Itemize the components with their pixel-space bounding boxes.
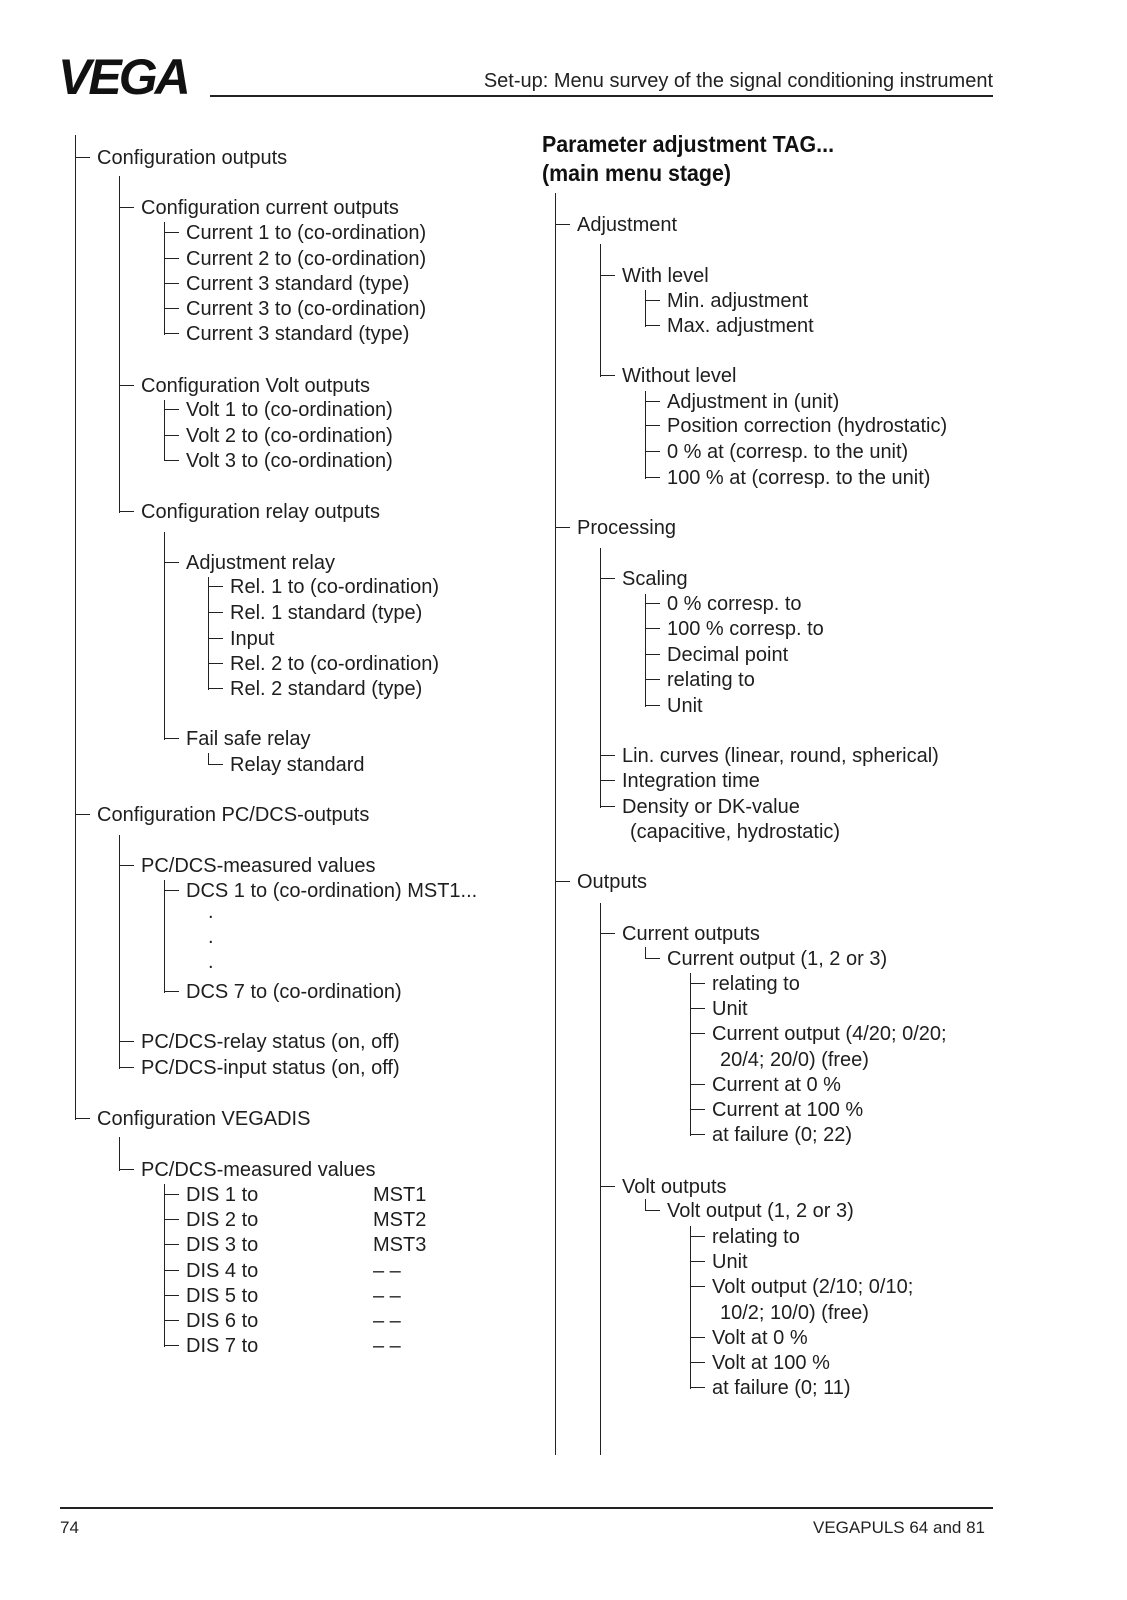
tree-node [690, 1073, 841, 1098]
tree-node-continuation [698, 1048, 869, 1073]
branch-connector [164, 308, 179, 309]
branch-connector [164, 409, 179, 410]
branch-connector [600, 806, 615, 807]
tree-node [75, 803, 369, 828]
tree-node [600, 769, 760, 794]
tree-node-label: Min. adjustment [667, 290, 809, 312]
branch-connector [645, 679, 660, 680]
tree-node [690, 972, 800, 997]
tree-node-label: Integration time [622, 770, 760, 792]
tree-node [164, 398, 393, 423]
tree-node [164, 980, 402, 1005]
branch-connector [119, 1169, 134, 1170]
tree-node-label: 10/2; 10/0) (free) [720, 1302, 869, 1324]
branch-connector [690, 1261, 705, 1262]
tree-node-label: Relay standard [230, 754, 365, 776]
branch-connector [600, 375, 615, 376]
tree-node-label: Volt 1 to (co-ordination) [186, 399, 393, 421]
branch-connector [645, 425, 660, 426]
tree-node-label: Rel. 2 standard (type) [230, 678, 423, 700]
tree-node-label: Adjustment relay [186, 552, 335, 574]
tree-node-label: Without level [622, 365, 737, 387]
tree-node-label: Current at 100 % [712, 1099, 864, 1121]
tree-node-label: Configuration VEGADIS [97, 1108, 311, 1130]
tree-node-label: PC/DCS-input status (on, off) [141, 1057, 400, 1079]
dis-assignment-value: – – [373, 1335, 401, 1357]
tree-node-label: Position correction (hydrostatic) [667, 415, 948, 437]
branch-connector [600, 578, 615, 579]
tree-node [75, 1107, 310, 1132]
branch-connector [690, 1286, 705, 1287]
branch-connector [690, 1084, 705, 1085]
tree-node [164, 727, 311, 752]
branch-connector [690, 1337, 705, 1338]
tree-node [600, 795, 800, 820]
branch-connector [75, 1118, 90, 1119]
branch-connector [690, 983, 705, 984]
tree-node-label: Configuration PC/DCS-outputs [97, 804, 370, 826]
tree-node [164, 1284, 258, 1309]
tree-node [645, 1199, 854, 1224]
tree-node [119, 196, 399, 221]
branch-connector [645, 654, 660, 655]
branch-connector [645, 603, 660, 604]
tree-node-label: Lin. curves (linear, round, spherical) [622, 745, 939, 767]
tree-node [164, 1309, 258, 1334]
tree-node-label: PC/DCS-measured values [141, 855, 376, 877]
tree-node [645, 668, 755, 693]
tree-node [690, 1326, 808, 1351]
tree-node [555, 516, 676, 541]
branch-connector [600, 933, 615, 934]
branch-connector [645, 451, 660, 452]
tree-node [164, 424, 393, 449]
tree-node-label: DIS 6 to [186, 1310, 259, 1332]
ellipsis-dot: . [208, 951, 214, 973]
tree-node-label: Current 3 standard (type) [186, 273, 410, 295]
tree-node-label: relating to [667, 669, 755, 691]
tree-node-label: Outputs [577, 871, 648, 893]
branch-connector [645, 401, 660, 402]
tree-node-label: at failure (0; 11) [712, 1377, 851, 1399]
branch-connector [119, 1067, 134, 1068]
dis-assignment-value: – – [373, 1310, 401, 1332]
tree-connector [555, 193, 556, 1455]
tree-node [645, 617, 824, 642]
tree-node-label: Current output (1, 2 or 3) [667, 948, 888, 970]
branch-connector [164, 1320, 179, 1321]
tree-node-label: Density or DK-value [622, 796, 800, 818]
tree-node [119, 1056, 400, 1081]
tree-node-label: DCS 7 to (co-ordination) [186, 981, 402, 1003]
tree-node [208, 575, 439, 600]
tree-node [645, 289, 808, 314]
heading-line-2: (main menu stage) [542, 160, 731, 186]
tree-node [600, 1175, 727, 1200]
branch-connector [600, 275, 615, 276]
tree-node-label: DCS 1 to (co-ordination) MST1... [186, 880, 478, 902]
tree-node-label: DIS 5 to [186, 1285, 259, 1307]
tree-node [164, 272, 409, 297]
tree-node [164, 1334, 258, 1359]
tree-node [164, 449, 393, 474]
tree-node [645, 592, 802, 617]
tree-node [164, 247, 426, 272]
tree-node-label: Current 1 to (co-ordination) [186, 222, 427, 244]
branch-connector [555, 881, 570, 882]
tree-node-label: PC/DCS-measured values [141, 1159, 376, 1181]
tree-node-label: PC/DCS-relay status (on, off) [141, 1031, 400, 1053]
tree-node-label: Current outputs [622, 923, 760, 945]
tree-node-label: Rel. 1 standard (type) [230, 602, 423, 624]
dis-assignment-value: MST3 [373, 1234, 427, 1256]
tree-node [645, 314, 814, 339]
tree-node-label: Current output (4/20; 0/20; [712, 1023, 947, 1045]
branch-connector [164, 258, 179, 259]
tree-node-label: Unit [667, 695, 703, 717]
tree-node [690, 1022, 947, 1047]
tree-node-label: Volt outputs [622, 1176, 727, 1198]
branch-connector [75, 157, 90, 158]
branch-connector [164, 460, 179, 461]
vega-logo: VEGA [58, 49, 188, 105]
tree-node [690, 1351, 830, 1376]
branch-connector [600, 1186, 615, 1187]
tree-node-label: Configuration current outputs [141, 197, 399, 219]
branch-connector [164, 232, 179, 233]
branch-connector [645, 628, 660, 629]
branch-connector [119, 207, 134, 208]
tree-node-label: Scaling [622, 568, 688, 590]
branch-connector [645, 300, 660, 301]
page-number: 74 [60, 1518, 79, 1537]
branch-connector [208, 764, 223, 765]
branch-connector [208, 586, 223, 587]
tree-node-label: Configuration Volt outputs [141, 375, 371, 397]
branch-connector [164, 1244, 179, 1245]
branch-connector [119, 1041, 134, 1042]
tree-node-label: Volt 2 to (co-ordination) [186, 425, 393, 447]
branch-connector [164, 1194, 179, 1195]
tree-connector [119, 176, 120, 513]
tree-node [645, 643, 788, 668]
tree-node [208, 627, 274, 652]
branch-connector [690, 1387, 705, 1388]
ellipsis-dot: . [208, 926, 214, 948]
tree-node-label: at failure (0; 22) [712, 1124, 853, 1146]
tree-node-label: Rel. 1 to (co-ordination) [230, 576, 439, 598]
tree-node [645, 694, 703, 719]
tree-node [164, 297, 426, 322]
branch-connector [164, 890, 179, 891]
tree-node [164, 1259, 258, 1284]
branch-connector [164, 738, 179, 739]
branch-connector [690, 1109, 705, 1110]
tree-node [208, 677, 422, 702]
tree-node [164, 1208, 258, 1233]
tree-node-label: Configuration relay outputs [141, 501, 381, 523]
branch-connector [645, 325, 660, 326]
tree-node-label: DIS 3 to [186, 1234, 259, 1256]
branch-connector [600, 780, 615, 781]
branch-connector [645, 1210, 660, 1211]
branch-connector [164, 333, 179, 334]
branch-connector [119, 865, 134, 866]
tree-node-label: Volt 3 to (co-ordination) [186, 450, 393, 472]
tree-node [208, 601, 422, 626]
tree-node-label: Rel. 2 to (co-ordination) [230, 653, 439, 675]
tree-node-label: DIS 7 to [186, 1335, 259, 1357]
tree-node-label: Volt output (2/10; 0/10; [712, 1276, 914, 1298]
branch-connector [690, 1236, 705, 1237]
tree-node [645, 466, 930, 491]
tree-node [164, 1183, 258, 1208]
tree-node-label: Adjustment [577, 214, 678, 236]
tree-node [164, 1233, 258, 1258]
tree-node [690, 997, 748, 1022]
branch-connector [164, 1219, 179, 1220]
tree-node-label: Unit [712, 1251, 748, 1273]
tree-node [600, 364, 737, 389]
branch-connector [119, 511, 134, 512]
tree-node-label: DIS 1 to [186, 1184, 259, 1206]
tree-node-label: Current 3 standard (type) [186, 323, 410, 345]
branch-connector [690, 1033, 705, 1034]
branch-connector [645, 705, 660, 706]
tree-node-label: 0 % corresp. to [667, 593, 802, 615]
tree-node [208, 652, 439, 677]
tree-node [164, 551, 335, 576]
tree-node-label: Current at 0 % [712, 1074, 841, 1096]
tree-node-label: DIS 4 to [186, 1260, 259, 1282]
branch-connector [164, 435, 179, 436]
tree-node-label: DIS 2 to [186, 1209, 259, 1231]
tree-node-continuation [698, 1301, 869, 1326]
tree-node [208, 753, 365, 778]
header-rule [210, 95, 993, 97]
branch-connector [690, 1008, 705, 1009]
branch-connector [164, 1270, 179, 1271]
branch-connector [75, 814, 90, 815]
tree-node [119, 854, 376, 879]
tree-node [690, 1250, 748, 1275]
dis-assignment-value: MST2 [373, 1209, 427, 1231]
dis-assignment-value: – – [373, 1260, 401, 1282]
tree-node [75, 146, 287, 171]
branch-connector [208, 638, 223, 639]
section-heading [542, 130, 834, 188]
tree-node [555, 213, 677, 238]
tree-node-label: 20/4; 20/0) (free) [720, 1049, 869, 1071]
tree-node [119, 374, 370, 399]
tree-node-label: relating to [712, 1226, 800, 1248]
dis-assignment-value: MST1 [373, 1184, 427, 1206]
tree-node-label: Current 2 to (co-ordination) [186, 248, 427, 270]
tree-node [645, 414, 947, 439]
tree-node [690, 1225, 800, 1250]
branch-connector [164, 991, 179, 992]
tree-node [645, 390, 839, 415]
tree-node-label: Current 3 to (co-ordination) [186, 298, 427, 320]
tree-node-label: Volt at 100 % [712, 1352, 830, 1374]
tree-node-label: Volt output (1, 2 or 3) [667, 1200, 854, 1222]
dis-assignment-value: – – [373, 1285, 401, 1307]
branch-connector [164, 562, 179, 563]
tree-node [600, 744, 939, 769]
tree-connector [75, 135, 76, 1120]
tree-node [690, 1376, 851, 1401]
tree-node-label: relating to [712, 973, 800, 995]
tree-node-label: Unit [712, 998, 748, 1020]
heading-line-1: Parameter adjustment TAG... [542, 131, 835, 157]
branch-connector [645, 958, 660, 959]
branch-connector [208, 688, 223, 689]
tree-node [690, 1123, 852, 1148]
footer-rule [60, 1507, 993, 1509]
branch-connector [208, 612, 223, 613]
ellipsis-dot: . [208, 901, 214, 923]
tree-node [164, 322, 409, 347]
branch-connector [208, 663, 223, 664]
tree-node [119, 1158, 376, 1183]
tree-node [119, 1030, 400, 1055]
tree-node [645, 947, 887, 972]
branch-connector [119, 385, 134, 386]
branch-connector [555, 527, 570, 528]
tree-node [555, 870, 647, 895]
tree-node-label: Max. adjustment [667, 315, 814, 337]
branch-connector [555, 224, 570, 225]
branch-connector [164, 1295, 179, 1296]
tree-node-label: Processing [577, 517, 676, 539]
tree-node [690, 1275, 913, 1300]
tree-node [645, 440, 908, 465]
tree-node [164, 221, 426, 246]
tree-node-label: 100 % corresp. to [667, 618, 824, 640]
tree-node-label: Volt at 0 % [712, 1327, 808, 1349]
tree-node-label: (capacitive, hydrostatic) [630, 821, 841, 843]
tree-node-label: Decimal point [667, 644, 789, 666]
tree-node-continuation [608, 820, 840, 845]
branch-connector [690, 1362, 705, 1363]
branch-connector [164, 283, 179, 284]
tree-node-label: Fail safe relay [186, 728, 311, 750]
branch-connector [645, 477, 660, 478]
tree-node-label: With level [622, 265, 709, 287]
tree-node-label: Adjustment in (unit) [667, 391, 840, 413]
tree-node-label: Input [230, 628, 275, 650]
branch-connector [600, 755, 615, 756]
tree-node [600, 264, 709, 289]
branch-connector [690, 1134, 705, 1135]
tree-node [600, 922, 760, 947]
tree-node [690, 1098, 863, 1123]
tree-node [600, 567, 688, 592]
product-name: VEGAPULS 64 and 81 [812, 1518, 985, 1537]
tree-node-label: 0 % at (corresp. to the unit) [667, 441, 909, 463]
branch-connector [164, 1345, 179, 1346]
tree-node-label: Configuration outputs [97, 147, 288, 169]
tree-node [119, 500, 380, 525]
page-header-title: Set-up: Menu survey of the signal conditioning instrument [483, 70, 993, 92]
tree-node-label: 100 % at (corresp. to the unit) [667, 467, 931, 489]
